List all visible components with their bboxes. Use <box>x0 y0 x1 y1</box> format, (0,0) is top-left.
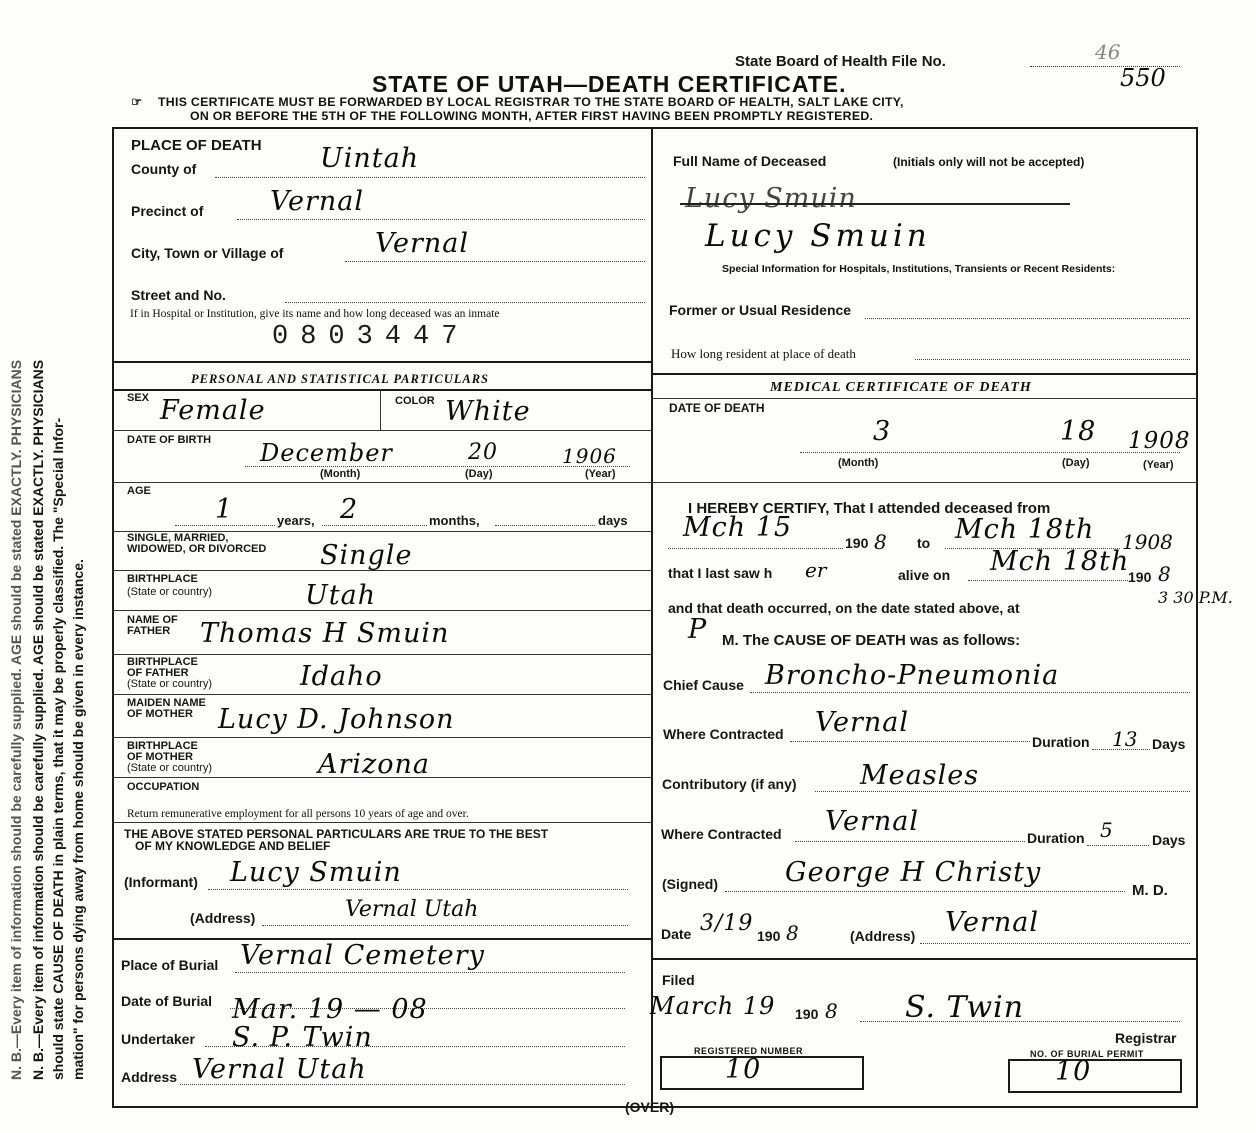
occupation-label: OCCUPATION <box>127 781 200 793</box>
informant-value: Lucy Smuin <box>230 857 402 888</box>
city-value: Vernal <box>375 228 470 259</box>
mother-label-1: MAIDEN NAME <box>127 697 206 709</box>
dod-day-caption: (Day) <box>1062 457 1090 469</box>
attended-to-value: Mch 18th <box>955 514 1095 545</box>
margin-note-faded: N. B.—Every item of information should be carefully supplied. AGE should be stated EXACTLY. PHYSICIANS <box>8 359 24 1080</box>
margin-note-2: should state CAUSE OF DEATH in plain terms, that it may be properly classified. The "Special Infor- <box>50 417 66 1080</box>
dob-day-caption: (Day) <box>465 468 493 480</box>
duration-2-label: Duration <box>1027 830 1085 846</box>
duration-2-days-label: Days <box>1152 832 1186 848</box>
burial-date-label: Date of Burial <box>121 993 213 1009</box>
informant-address-value: Vernal Utah <box>345 897 479 922</box>
certificate-title: STATE OF UTAH—DEATH CERTIFICATE. <box>372 71 847 97</box>
cause-intro-text: M. The CAUSE OF DEATH was as follows: <box>722 632 1021 649</box>
where-contracted-2-value: Vernal <box>825 806 920 837</box>
attended-to-year: 1908 <box>1122 530 1173 554</box>
file-no-value: 550 <box>1120 64 1166 92</box>
undertaker-label: Undertaker <box>121 1031 195 1047</box>
duration-label: Duration <box>1032 734 1090 750</box>
informant-label: (Informant) <box>124 874 198 890</box>
attest-line-2: OF MY KNOWLEDGE AND BELIEF <box>135 839 331 853</box>
father-label-2: FATHER <box>127 625 171 637</box>
duration-2-value: 5 <box>1100 818 1113 842</box>
death-ampm-value: P <box>688 614 708 645</box>
frame-left <box>112 127 114 1107</box>
personal-section-title: PERSONAL AND STATISTICAL PARTICULARS <box>191 372 489 386</box>
last-saw-label: that I last saw h <box>668 565 773 581</box>
notice-arrow-icon: ☞ <box>131 95 143 109</box>
burial-permit-value: 10 <box>1055 1056 1092 1087</box>
dob-day: 20 <box>468 440 498 465</box>
strike-line <box>680 203 1070 205</box>
place-of-death-label: PLACE OF DEATH <box>131 137 262 154</box>
how-long-label: How long resident at place of death <box>671 346 856 361</box>
father-bp-state-caption: (State or country) <box>127 678 212 690</box>
dod-year-caption: (Year) <box>1143 459 1174 471</box>
attended-from-value: Mch 15 <box>683 512 793 543</box>
precinct-label: Precinct of <box>131 203 204 219</box>
birthplace-label: BIRTHPLACE <box>127 573 198 585</box>
marital-value: Single <box>320 540 413 571</box>
frame-middle <box>651 127 653 1107</box>
undertaker-address-value: Vernal Utah <box>192 1054 367 1085</box>
mother-label-2: OF MOTHER <box>127 708 193 720</box>
father-bp-label-1: BIRTHPLACE <box>127 656 198 668</box>
full-name-note: (Initials only will not be accepted) <box>893 155 1085 169</box>
age-years-value: 1 <box>215 494 234 525</box>
months-label: months, <box>429 513 480 528</box>
name-struck: Lucy Smuin <box>685 183 857 214</box>
margin-note-1: N. B.—Every item of information should be carefully supplied. AGE should be stated EXACTLY. PHYSICIANS <box>30 359 46 1080</box>
cert-address-label: (Address) <box>850 928 916 944</box>
dod-label: DATE OF DEATH <box>669 401 765 415</box>
registered-number-label: REGISTERED NUMBER <box>694 1046 804 1056</box>
marital-label-2: WIDOWED, OR DIVORCED <box>127 543 267 555</box>
dob-month: December <box>260 439 393 467</box>
physician-signature: George H Christy <box>785 857 1042 888</box>
file-no-label: State Board of Health File No. <box>735 53 946 70</box>
father-bp-label-2: OF FATHER <box>127 667 189 679</box>
cert-date-label: Date <box>661 926 692 942</box>
undertaker-value: S. P. Twin <box>232 1022 373 1053</box>
sex-label: SEX <box>127 392 150 404</box>
where-contracted-label: Where Contracted <box>663 726 784 742</box>
years-label: years, <box>277 513 315 528</box>
filed-year-digit: 8 <box>825 999 838 1023</box>
registrar-label: Registrar <box>1115 1030 1177 1046</box>
attest-line-1: THE ABOVE STATED PERSONAL PARTICULARS ARE TRUE TO THE BEST <box>124 827 549 841</box>
undertaker-address-label: Address <box>121 1069 178 1085</box>
certify-text: I HEREBY CERTIFY, That I attended deceased from <box>688 500 1051 517</box>
margin-note-3: mation" for persons dying away from home should be given in every instance. <box>70 559 86 1080</box>
duration-value: 13 <box>1112 727 1138 751</box>
burial-permit-box <box>1008 1059 1182 1093</box>
frame-top <box>112 127 1197 129</box>
attended-from-year: 190 <box>845 535 869 551</box>
filed-value: March 19 <box>650 992 776 1020</box>
birthplace-value: Utah <box>305 580 377 611</box>
dod-day: 18 <box>1060 416 1097 447</box>
dod-month: 3 <box>873 416 892 447</box>
death-time-value: 3 30 P.M. <box>1158 588 1233 607</box>
medical-section-title: MEDICAL CERTIFICATE OF DEATH <box>770 380 1032 395</box>
last-saw-value: er <box>805 558 827 582</box>
signed-label: (Signed) <box>662 876 718 892</box>
alive-on-label: alive on <box>898 567 951 583</box>
registered-number-value: 10 <box>725 1054 762 1085</box>
md-label: M. D. <box>1132 882 1168 899</box>
where-contracted-2-label: Where Contracted <box>661 826 782 842</box>
contributory-value: Measles <box>860 760 980 791</box>
over-label: (OVER) <box>625 1099 674 1115</box>
mother-value: Lucy D. Johnson <box>218 704 455 735</box>
days-label: days <box>598 513 628 528</box>
color-label: COLOR <box>395 395 435 407</box>
attended-to-label: to <box>917 535 931 551</box>
file-no-value-faded: 46 <box>1095 40 1121 64</box>
birthplace-state-caption: (State or country) <box>127 586 212 598</box>
filed-label: Filed <box>662 972 695 988</box>
burial-place-value: Vernal Cemetery <box>240 940 485 971</box>
chief-cause-value: Broncho-Pneumonia <box>765 660 1060 691</box>
alive-on-year: 190 <box>1128 569 1152 585</box>
informant-address-label: (Address) <box>190 910 256 926</box>
burial-date-value: Mar. 19 — 08 <box>232 994 428 1025</box>
cert-date-year-digit: 8 <box>786 921 799 945</box>
filed-year: 190 <box>795 1006 819 1022</box>
mother-bp-value: Arizona <box>318 749 431 780</box>
inmate-note: If in Hospital or Institution, give its name and how long deceased was an inmate <box>130 308 500 320</box>
burial-permit-label: NO. OF BURIAL PERMIT <box>1030 1049 1144 1059</box>
cert-address-value: Vernal <box>945 907 1040 938</box>
full-name-label: Full Name of Deceased <box>673 153 827 169</box>
registrar-signature: S. Twin <box>905 990 1025 1025</box>
cert-date-value: 3/19 <box>700 911 754 936</box>
father-bp-value: Idaho <box>300 661 383 692</box>
former-residence-label: Former or Usual Residence <box>669 302 852 318</box>
stamp-number: 0803447 <box>272 322 470 352</box>
alive-on-value: Mch 18th <box>990 546 1130 577</box>
father-label-1: NAME OF <box>127 614 178 626</box>
dob-label: DATE OF BIRTH <box>127 434 212 446</box>
registered-number-box <box>660 1056 864 1090</box>
father-value: Thomas H Smuin <box>200 618 450 649</box>
dob-year: 1906 <box>562 444 617 468</box>
dod-year: 1908 <box>1128 428 1191 454</box>
dob-month-caption: (Month) <box>320 468 361 480</box>
alive-on-year-digit: 8 <box>1158 562 1171 586</box>
street-label: Street and No. <box>131 287 226 303</box>
age-months-value: 2 <box>340 494 359 525</box>
color-value: White <box>445 396 531 427</box>
duration-days-label: Days <box>1152 736 1186 752</box>
county-label: County of <box>131 161 197 177</box>
cert-date-year: 190 <box>757 928 781 944</box>
where-contracted-value: Vernal <box>815 707 910 738</box>
notice-line-2: ON OR BEFORE THE 5TH OF THE FOLLOWING MONTH, AFTER FIRST HAVING BEEN PROMPTLY REGISTERED. <box>190 109 874 123</box>
mother-bp-state-caption: (State or country) <box>127 762 212 774</box>
special-info-label: Special Information for Hospitals, Institutions, Transients or Recent Residents: <box>722 263 1116 275</box>
mother-bp-label-1: BIRTHPLACE <box>127 740 198 752</box>
dod-month-caption: (Month) <box>838 457 879 469</box>
marital-label-1: SINGLE, MARRIED, <box>127 532 229 544</box>
attended-from-year-digit: 8 <box>874 530 887 554</box>
contributory-label: Contributory (if any) <box>662 776 797 792</box>
frame-right <box>1196 127 1198 1107</box>
sex-value: Female <box>160 395 266 426</box>
name-value: Lucy Smuin <box>705 218 931 254</box>
age-label: AGE <box>127 485 151 497</box>
mother-bp-label-2: OF MOTHER <box>127 751 193 763</box>
dob-year-caption: (Year) <box>585 468 616 480</box>
chief-cause-label: Chief Cause <box>663 677 744 693</box>
burial-place-label: Place of Burial <box>121 957 219 973</box>
death-occurred-text: and that death occurred, on the date stated above, at <box>668 600 1020 616</box>
notice-line-1: THIS CERTIFICATE MUST BE FORWARDED BY LOCAL REGISTRAR TO THE STATE BOARD OF HEALTH, SALT LAKE CITY, <box>158 95 904 109</box>
occupation-note: Return remunerative employment for all persons 10 years of age and over. <box>127 808 469 820</box>
precinct-value: Vernal <box>270 186 365 217</box>
county-value: Uintah <box>320 143 420 174</box>
city-label: City, Town or Village of <box>131 245 284 261</box>
